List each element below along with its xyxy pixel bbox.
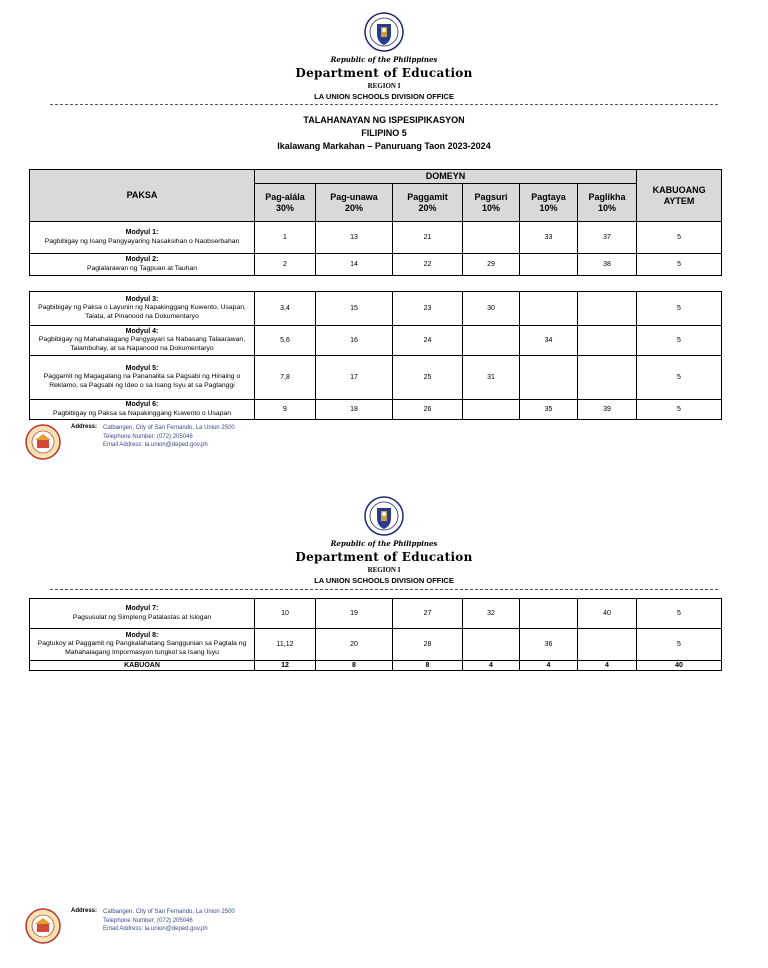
item-cell: 21 [393,222,463,254]
total-cell: 5 [637,599,722,629]
totals-row [30,661,722,671]
item-cell: 33 [520,222,578,254]
total-item-cell: 4 [578,661,637,671]
table-row [30,254,722,276]
item-cell: 26 [393,400,463,420]
grand-total-cell: 40 [637,661,722,671]
item-cell: 32 [463,599,520,629]
paksa-header: PAKSA [30,170,255,222]
topic-cell: Modyul 1: Pagbibigay ng Isang Pangyayaring Nasaksihan o Naobserbahan [30,222,255,254]
item-cell: 24 [393,326,463,356]
contact-info [103,908,235,934]
department-name: Department of Education [295,66,473,80]
topic-cell: Modyul 5: Paggamit ng Magagalang na Pananalita sa Pagsabi ng Hinaing o Reklamo, sa Pagsabi ng Ideo o sa Isang Isyu at sa Pagtanggi [30,356,255,400]
item-cell: 20 [316,629,393,661]
item-cell [463,326,520,356]
division-office: LA UNION SCHOOLS DIVISION OFFICE [314,576,454,585]
total-item-cell: 4 [520,661,578,671]
topic-cell: Modyul 3: Pagbibigay ng Paksa o Layunin ng Napakinggang Kuwento, Usapan, Talata, at Pinanood na Dokumentaryo [30,292,255,326]
telephone-text: Telephone Number: (072) 205046 [103,917,193,924]
item-cell: 5,6 [255,326,316,356]
table-row [30,326,722,356]
header-divider [50,589,718,590]
address-label: Address: [71,908,98,914]
item-cell [578,629,637,661]
address-label: Address: [71,424,98,430]
item-cell: 18 [316,400,393,420]
item-cell [578,326,637,356]
document-title: TALAHANAYAN NG ISPESIPIKASYON [303,115,465,125]
item-cell: 34 [520,326,578,356]
table-row [30,599,722,629]
republic-text: Republic of the Philippines [330,55,438,64]
item-cell: 11,12 [255,629,316,661]
item-cell: 23 [393,292,463,326]
item-cell: 25 [393,356,463,400]
column-header: Pag-alála 30% [255,184,316,222]
tos-table-part3 [29,598,722,671]
total-item-cell: 8 [393,661,463,671]
tos-table-part1 [29,169,722,276]
topic-cell: Modyul 6: Pagbibigay ng Paksa sa Napakinggang Kuwento o Usapan [30,400,255,420]
item-cell: 9 [255,400,316,420]
total-item-cell: 8 [316,661,393,671]
item-cell [463,222,520,254]
total-cell: 5 [637,326,722,356]
item-cell [463,400,520,420]
item-cell [520,254,578,276]
deped-seal-icon [364,12,404,52]
topic-cell: Modyul 2: Paglalarawan ng Tagpuan at Tauhan [30,254,255,276]
table-row [30,629,722,661]
item-cell: 30 [463,292,520,326]
column-header: Paglikha 10% [578,184,637,222]
total-cell: 5 [637,292,722,326]
sdo-logo-icon [25,424,61,460]
item-cell: 14 [316,254,393,276]
item-cell [578,356,637,400]
item-cell: 15 [316,292,393,326]
item-cell [520,599,578,629]
table-row [30,356,722,400]
page-footer [25,908,325,944]
total-cell: 5 [637,400,722,420]
item-cell: 3,4 [255,292,316,326]
table-row [30,292,722,326]
item-cell [578,292,637,326]
document-subject: FILIPINO 5 [361,128,407,138]
topic-cell: Modyul 8: Pagtukoy at Paggamit ng Pangkalahatang Sanggunian sa Pagtala ng Mahahalagang Impormasyon tungkol sa Isang Isyu [30,629,255,661]
page-footer [25,424,325,460]
item-cell: 38 [578,254,637,276]
email-text: Email Address: la.union@deped.gov.ph [103,926,208,932]
total-cell: 5 [637,356,722,400]
header-divider [50,104,718,105]
item-cell: 10 [255,599,316,629]
column-header: Pagsuri 10% [463,184,520,222]
column-header: Paggamit 20% [393,184,463,222]
column-header: Pag-unawa 20% [316,184,393,222]
republic-text: Republic of the Philippines [330,539,438,548]
tos-table-part2 [29,291,722,420]
item-cell: 22 [393,254,463,276]
document-period: Ikalawang Markahan – Panuruang Taon 2023-2024 [277,141,491,151]
division-office: LA UNION SCHOOLS DIVISION OFFICE [314,92,454,101]
region-text: REGION I [367,82,401,90]
total-items-header: KABUOANG AYTEM [637,170,722,222]
item-cell: 19 [316,599,393,629]
item-cell: 35 [520,400,578,420]
item-cell: 17 [316,356,393,400]
domain-header: DOMEYN [255,170,637,184]
item-cell [520,292,578,326]
item-cell: 7,8 [255,356,316,400]
total-cell: 5 [637,222,722,254]
item-cell: 36 [520,629,578,661]
table-row [30,400,722,420]
contact-info [103,424,235,450]
region-text: REGION I [367,566,401,574]
item-cell: 40 [578,599,637,629]
total-cell: 5 [637,629,722,661]
item-cell [463,629,520,661]
department-name: Department of Education [295,550,473,564]
item-cell: 31 [463,356,520,400]
address-text: Catbangen, City of San Fernando, La Union 2500 [103,425,235,431]
sdo-logo-icon [25,908,61,944]
total-item-cell: 4 [463,661,520,671]
telephone-text: Telephone Number: (072) 205046 [103,433,193,440]
item-cell: 29 [463,254,520,276]
total-cell: 5 [637,254,722,276]
item-cell: 1 [255,222,316,254]
item-cell: 16 [316,326,393,356]
email-text: Email Address: la.union@deped.gov.ph [103,442,208,448]
topic-cell: Modyul 7: Pagsusulat ng Simpleng Patalastas at Islogan [30,599,255,629]
totals-label: KABUOAN [30,661,255,671]
item-cell: 39 [578,400,637,420]
total-item-cell: 12 [255,661,316,671]
item-cell: 28 [393,629,463,661]
item-cell [520,356,578,400]
column-header: Pagtaya 10% [520,184,578,222]
table-row [30,222,722,254]
item-cell: 27 [393,599,463,629]
deped-seal-icon [364,496,404,536]
address-text: Catbangen, City of San Fernando, La Union 2500 [103,909,235,915]
item-cell: 13 [316,222,393,254]
topic-cell: Modyul 4: Pagbibigay ng Mahahalagang Pangyayari sa Nabasang Talaarawan, Talambuhay, at sa Napanood na Dokumentaryo [30,326,255,356]
item-cell: 37 [578,222,637,254]
item-cell: 2 [255,254,316,276]
